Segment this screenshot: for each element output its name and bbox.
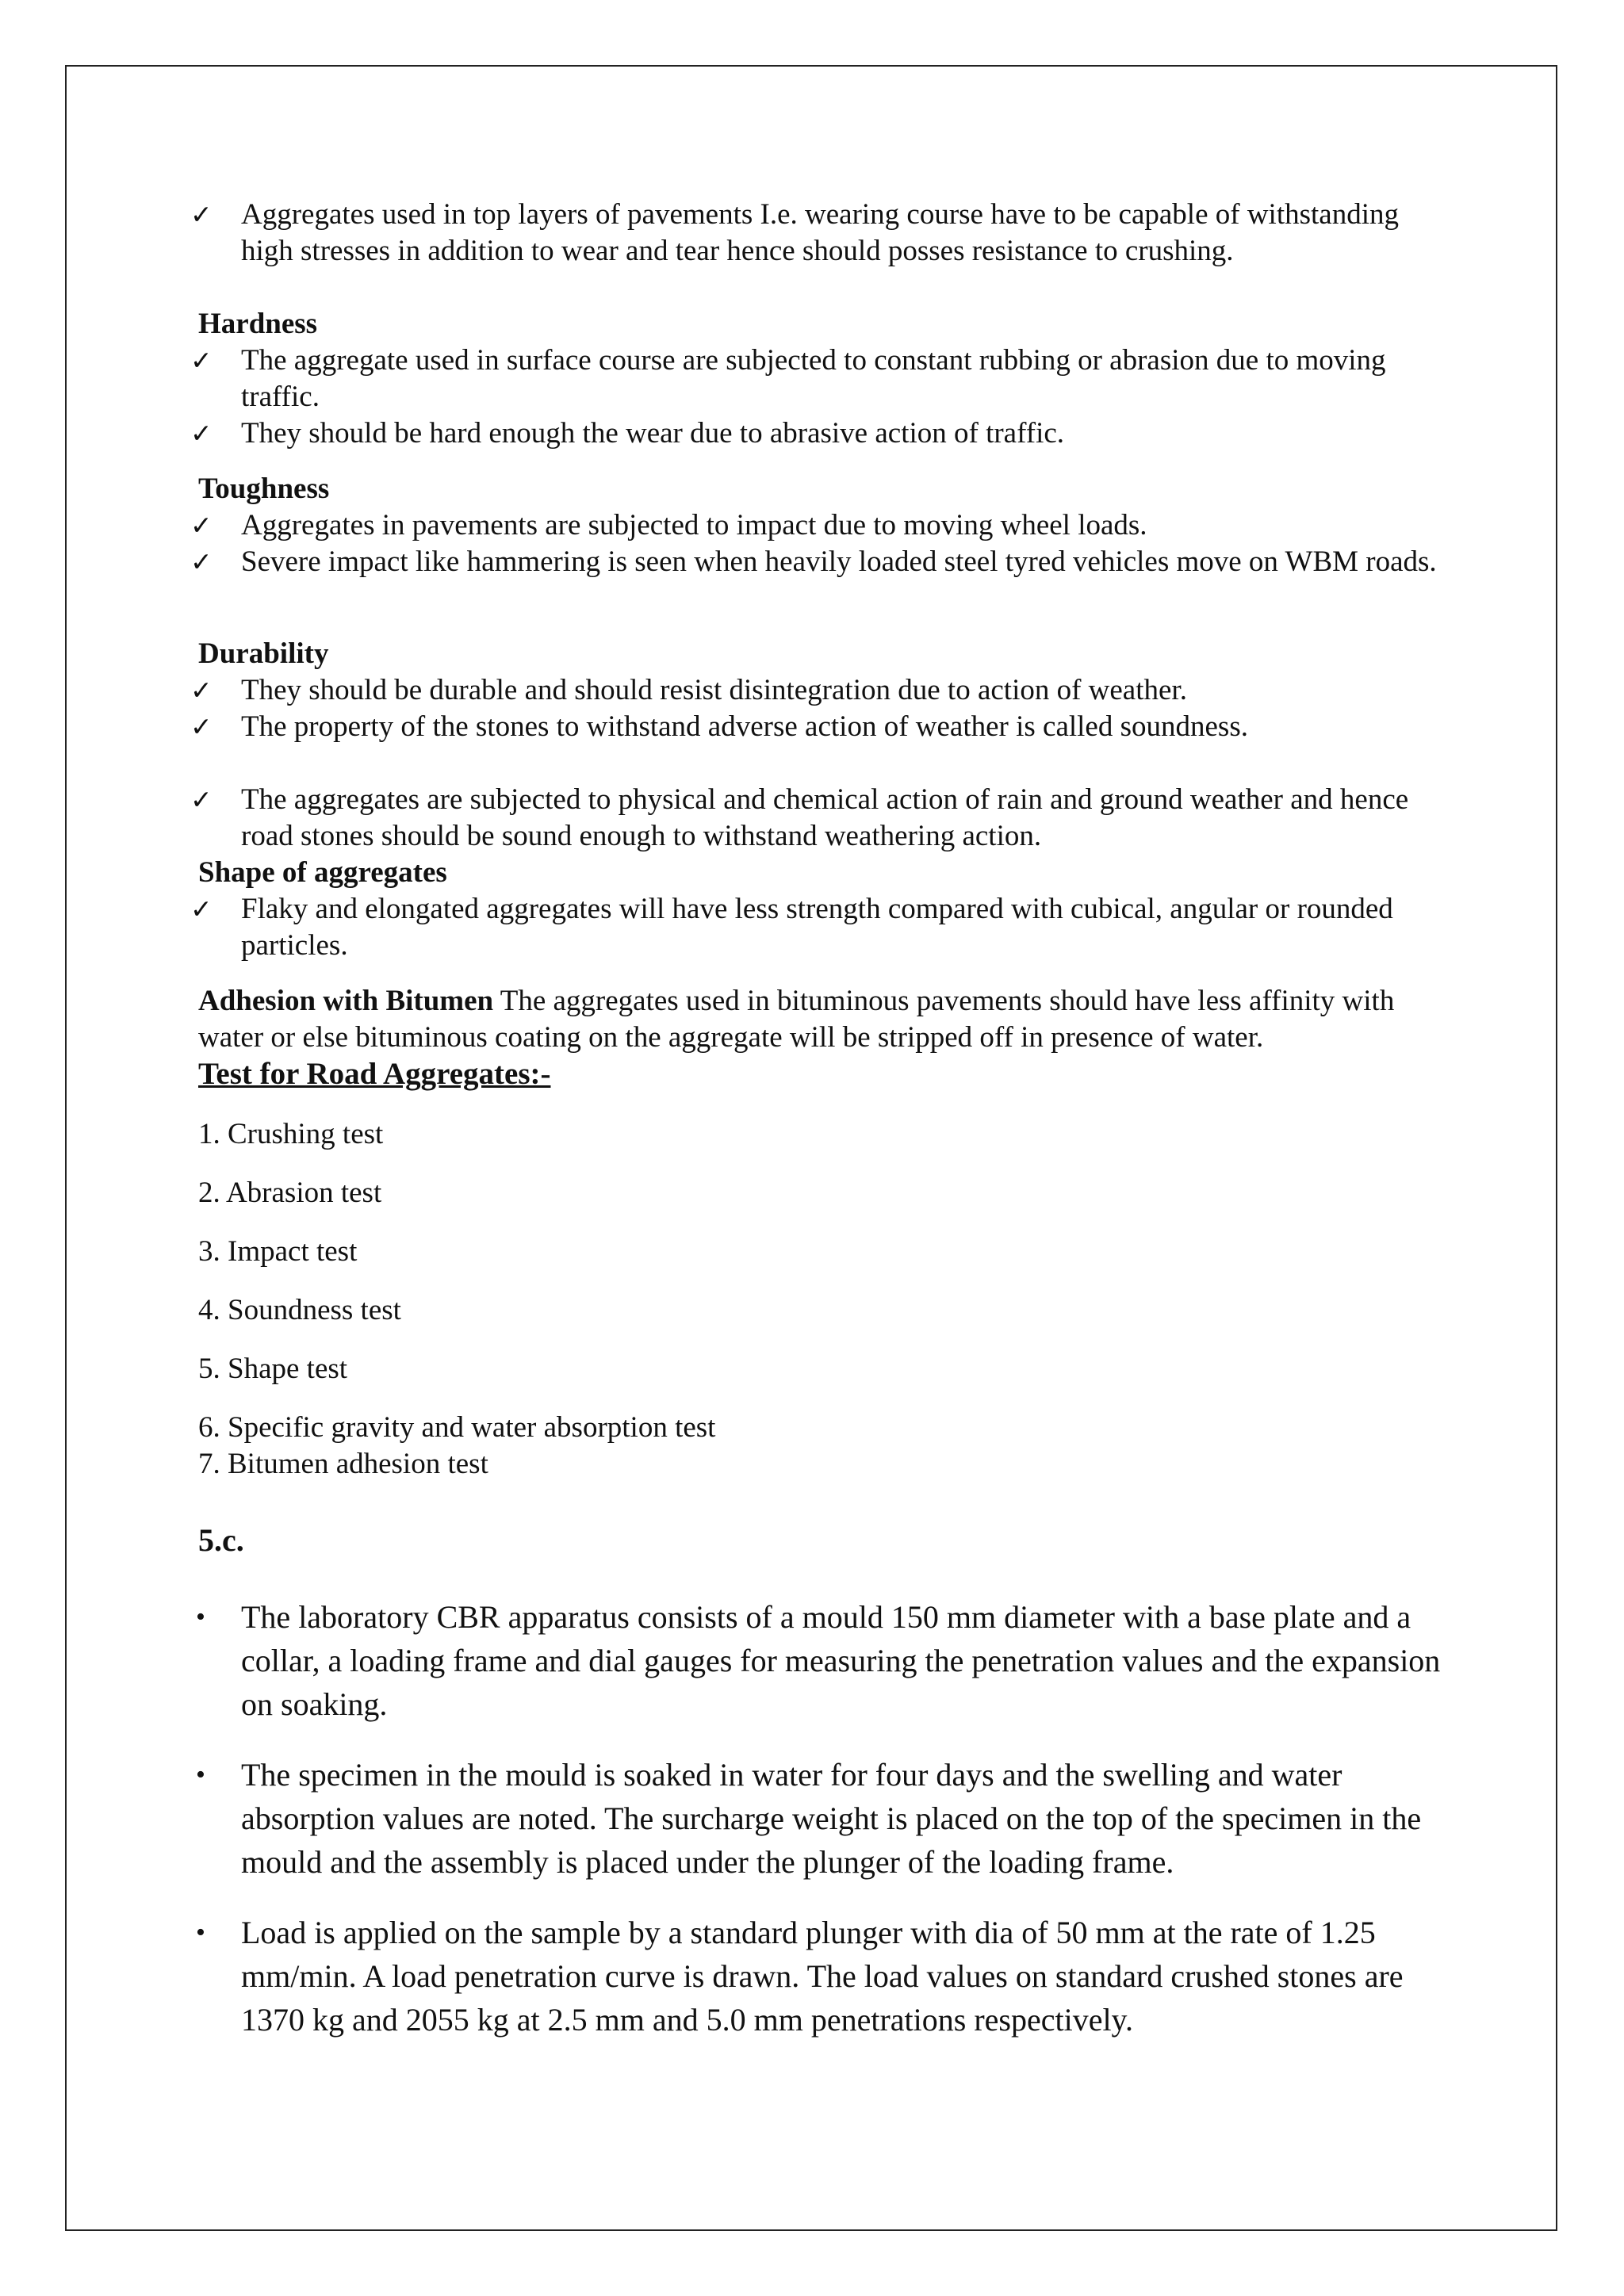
- shape-list: [190, 891, 1454, 964]
- adhesion-term: Adhesion with Bitumen: [198, 985, 494, 1017]
- test-item: 5. Shape test: [198, 1353, 348, 1385]
- intro-list: [190, 197, 1454, 270]
- bullet-icon: •: [196, 1918, 205, 1947]
- list-item: • Load is applied on the sample by a standard plunger with dia of 50 mm at the rate of 1.25 mm/min. A load penetration curve is drawn. The load values on standard crushed stones are 1370 kg and 2055 kg at 2.5 mm and 5.0 mm penetrations respectively.: [241, 1911, 1454, 2042]
- adhesion-paragraph: [198, 983, 1459, 1056]
- list-item: ✓ Severe impact like hammering is seen when heavily loaded steel tyred vehicles move on WBM roads.: [241, 544, 1454, 580]
- list-item: ✓ They should be durable and should resist disintegration due to action of weather.: [241, 672, 1454, 709]
- checkmark-icon: ✓: [190, 418, 213, 449]
- shape-heading: Shape of aggregates: [198, 856, 447, 889]
- list-item: • The specimen in the mould is soaked in water for four days and the swelling and water absorption values are noted. The surcharge weight is placed on the top of the specimen in the mould and the assembly is placed under the plunger of the loading frame.: [241, 1753, 1454, 1884]
- list-item: ✓ The aggregates are subjected to physical and chemical action of rain and ground weather and hence road stones should be sound enough to withstand weathering action.: [190, 783, 1409, 852]
- durability-heading: Durability: [198, 637, 329, 670]
- test-item: 4. Soundness test: [198, 1294, 401, 1326]
- list-item: ✓ They should be hard enough the wear due to abrasive action of traffic.: [241, 415, 1454, 452]
- checkmark-icon: ✓: [190, 546, 213, 577]
- checkmark-icon: ✓: [190, 894, 213, 924]
- list-item: ✓ Flaky and elongated aggregates will have less strength compared with cubical, angular or rounded particles.: [190, 893, 1393, 962]
- adhesion-text: The aggregates used in bituminous pavements should have less affinity with water or else bituminous coating on the aggregate will be stripped off in presence of water.: [198, 985, 1395, 1054]
- test-item: 7. Bitumen adhesion test: [198, 1448, 488, 1480]
- list-item: ✓ The property of the stones to withstand adverse action of weather is called soundness.: [241, 709, 1454, 745]
- checkmark-icon: ✓: [190, 510, 213, 541]
- checkmark-icon: ✓: [190, 199, 213, 230]
- list-item: ✓ Aggregates in pavements are subjected to impact due to moving wheel loads.: [241, 507, 1454, 544]
- tests-title: Test for Road Aggregates:-: [198, 1057, 551, 1091]
- checkmark-icon: ✓: [190, 711, 213, 742]
- list-item: ✓ The aggregate used in surface course are subjected to constant rubbing or abrasion due to moving traffic.: [190, 344, 1386, 413]
- bullet-icon: •: [196, 1602, 205, 1632]
- section-5c-heading: 5.c.: [198, 1522, 244, 1558]
- bullet-icon: •: [196, 1760, 205, 1789]
- hardness-list: [190, 342, 1454, 452]
- list-item: ✓ Aggregates used in top layers of pavements I.e. wearing course have to be capable of withstanding high stresses in addition to wear and tear hence should posses resistance to crushing.: [190, 198, 1399, 267]
- hardness-heading: Hardness: [198, 308, 318, 340]
- checkmark-icon: ✓: [190, 784, 213, 815]
- checkmark-icon: ✓: [190, 345, 213, 376]
- toughness-heading: Toughness: [198, 473, 330, 505]
- section-5c-list: [196, 1595, 1454, 2042]
- list-item: • The laboratory CBR apparatus consists of a mould 150 mm diameter with a base plate and a collar, a loading frame and dial gauges for measuring the penetration values and the expansion on soaking.: [241, 1595, 1454, 1726]
- toughness-list: [190, 507, 1454, 580]
- test-item: 2. Abrasion test: [198, 1177, 382, 1209]
- test-item: 3. Impact test: [198, 1235, 358, 1268]
- test-item: 1. Crushing test: [198, 1118, 384, 1150]
- test-item: 6. Specific gravity and water absorption test: [198, 1411, 716, 1444]
- durability-list: [190, 672, 1454, 855]
- checkmark-icon: ✓: [190, 675, 213, 706]
